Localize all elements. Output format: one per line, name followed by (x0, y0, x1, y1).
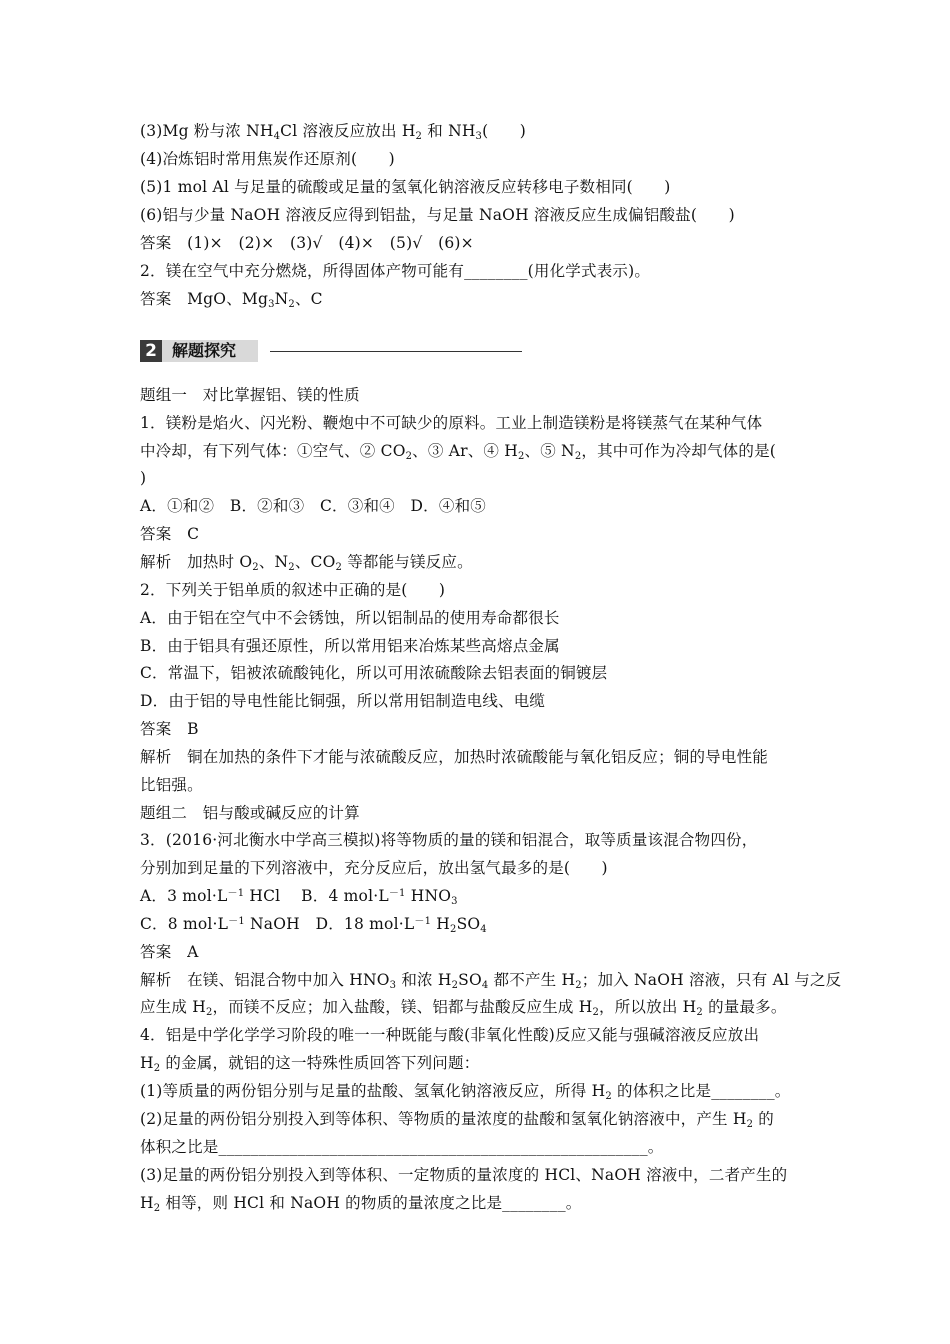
judgement-item-6: (6)铝与少量 NaOH 溶液反应得到铝盐，与足量 NaOH 溶液反应生成偏铝酸盐( ) (140, 206, 735, 224)
section-number: 2 (140, 340, 162, 362)
problem-3-answer: 答案 A (140, 943, 199, 961)
problem-1-line-2: 中冷却，有下列气体：①空气、② $CO_2$、③ Ar、④ $H_2$、⑤ $N_2$，其中可作为冷却气体的是( (140, 442, 777, 462)
problem-1-answer: 答案 C (140, 525, 200, 543)
problem-1-line-3: ) (140, 469, 147, 487)
problem-2-option-a: A．由于铝在空气中不会锈蚀，所以铝制品的使用寿命都很长 (140, 609, 560, 627)
question-2: 2．镁在空气中充分燃烧，所得固体产物可能有________(用化学式表示)。 (140, 262, 651, 280)
section-divider (270, 351, 522, 352)
problem-3-line-1: 3．(2016·河北衡水中学高三模拟)将等物质的量的镁和铝混合，取等质量该混合物四份， (140, 831, 758, 849)
problem-3-line-2: 分别加到足量的下列溶液中，充分反应后，放出氢气最多的是( ) (140, 859, 608, 877)
problem-2-analysis-line-1: 解析 铜在加热的条件下才能与浓硫酸反应，加热时浓硫酸能与氧化铝反应；铜的导电性能 (140, 748, 769, 766)
judgement-item-3: (3)Mg 粉与浓 $NH_4Cl$ 溶液反应放出 $H_2$ 和 $NH_3$( ) (140, 122, 527, 142)
problem-1-options: A．①和② B．②和③ C．③和④ D．④和⑤ (140, 497, 486, 515)
problem-2-analysis-line-2: 比铝强。 (140, 776, 203, 794)
section-title: 解题探究 (162, 340, 258, 362)
answer-1: 答案 (1)× (2)× (3)√ (4)× (5)√ (6)× (140, 234, 474, 252)
problem-2-stem: 2．下列关于铝单质的叙述中正确的是( ) (140, 581, 446, 599)
problem-4-sub-1: (1)等质量的两份铝分别与足量的盐酸、氢氧化钠溶液反应，所得 $H_2$ 的体积之比是________。 (140, 1082, 791, 1102)
problem-4-line-2: $H_2$ 的金属，就铝的这一特殊性质回答下列问题： (140, 1054, 480, 1074)
answer-2: 答案 MgO、$Mg_3N_2$、C (140, 290, 323, 310)
problem-4-sub-2-line-2: 体积之比是______________________________________________________。 (140, 1138, 664, 1156)
problem-1-line-1: 1．镁粉是焰火、闪光粉、鞭炮中不可缺少的原料。工业上制造镁粉是将镁蒸气在某种气体 (140, 414, 763, 432)
problem-2-option-b: B．由于铝具有强还原性，所以常用铝来冶炼某些高熔点金属 (140, 637, 560, 655)
problem-4-line-1: 4．铝是中学化学学习阶段的唯一一种既能与酸(非氧化性酸)反应又能与强碱溶液反应放出 (140, 1026, 760, 1044)
group-1-title: 题组一 对比掌握铝、镁的性质 (140, 386, 360, 404)
problem-3-options-cd (140, 914, 487, 934)
problem-3-analysis-line-1: 解析 在镁、铝混合物中加入 $HNO_3$ 和浓 $H_2SO_4$ 都不产生 $H_2$；加入 NaOH 溶液，只有 Al 与之反 (140, 971, 842, 991)
problem-1-analysis: 解析 加热时 $O_2$、$N_2$、$CO_2$ 等都能与镁反应。 (140, 553, 473, 573)
problem-3-options-ab (140, 886, 458, 906)
problem-2-option-c: C．常温下，铝被浓硫酸钝化，所以可用浓硫酸除去铝表面的铜镀层 (140, 664, 608, 682)
problem-4-sub-3-line-1: (3)足量的两份铝分别投入到等体积、一定物质的量浓度的 HCl、NaOH 溶液中，二者产生的 (140, 1166, 788, 1184)
problem-4-sub-2-line-1: (2)足量的两份铝分别投入到等体积、等物质的量浓度的盐酸和氢氧化钠溶液中，产生 $H_2$ 的 (140, 1110, 774, 1130)
problem-3-option-d: D．18 $mol\cdot L^{-1}$ $H_2SO_4$ (315, 915, 487, 935)
judgement-item-5: (5)1 mol Al 与足量的硫酸或足量的氢氧化钠溶液反应转移电子数相同( ) (140, 178, 671, 196)
judgement-item-4: (4)冶炼铝时常用焦炭作还原剂( ) (140, 150, 395, 168)
section-header (140, 340, 522, 362)
problem-2-option-d: D．由于铝的导电性能比铜强，所以常用铝制造电线、电缆 (140, 692, 546, 710)
problem-4-sub-3-line-2: $H_2$ 相等，则 HCl 和 NaOH 的物质的量浓度之比是________。 (140, 1194, 582, 1214)
problem-3-option-a: A．3 $mol\cdot L^{-1}$ HCl (140, 887, 302, 905)
problem-2-answer: 答案 B (140, 720, 199, 738)
problem-3-option-c: C．8 $mol\cdot L^{-1}$ NaOH (140, 915, 316, 933)
problem-3-analysis-line-2: 应生成 $H_2$，而镁不反应；加入盐酸，镁、铝都与盐酸反应生成 $H_2$，所以放出 $H_2$ 的量最多。 (140, 998, 787, 1018)
group-2-title: 题组二 铝与酸或碱反应的计算 (140, 804, 360, 822)
problem-3-option-b: B．4 $mol\cdot L^{-1}$ $HNO_3$ (301, 887, 458, 907)
